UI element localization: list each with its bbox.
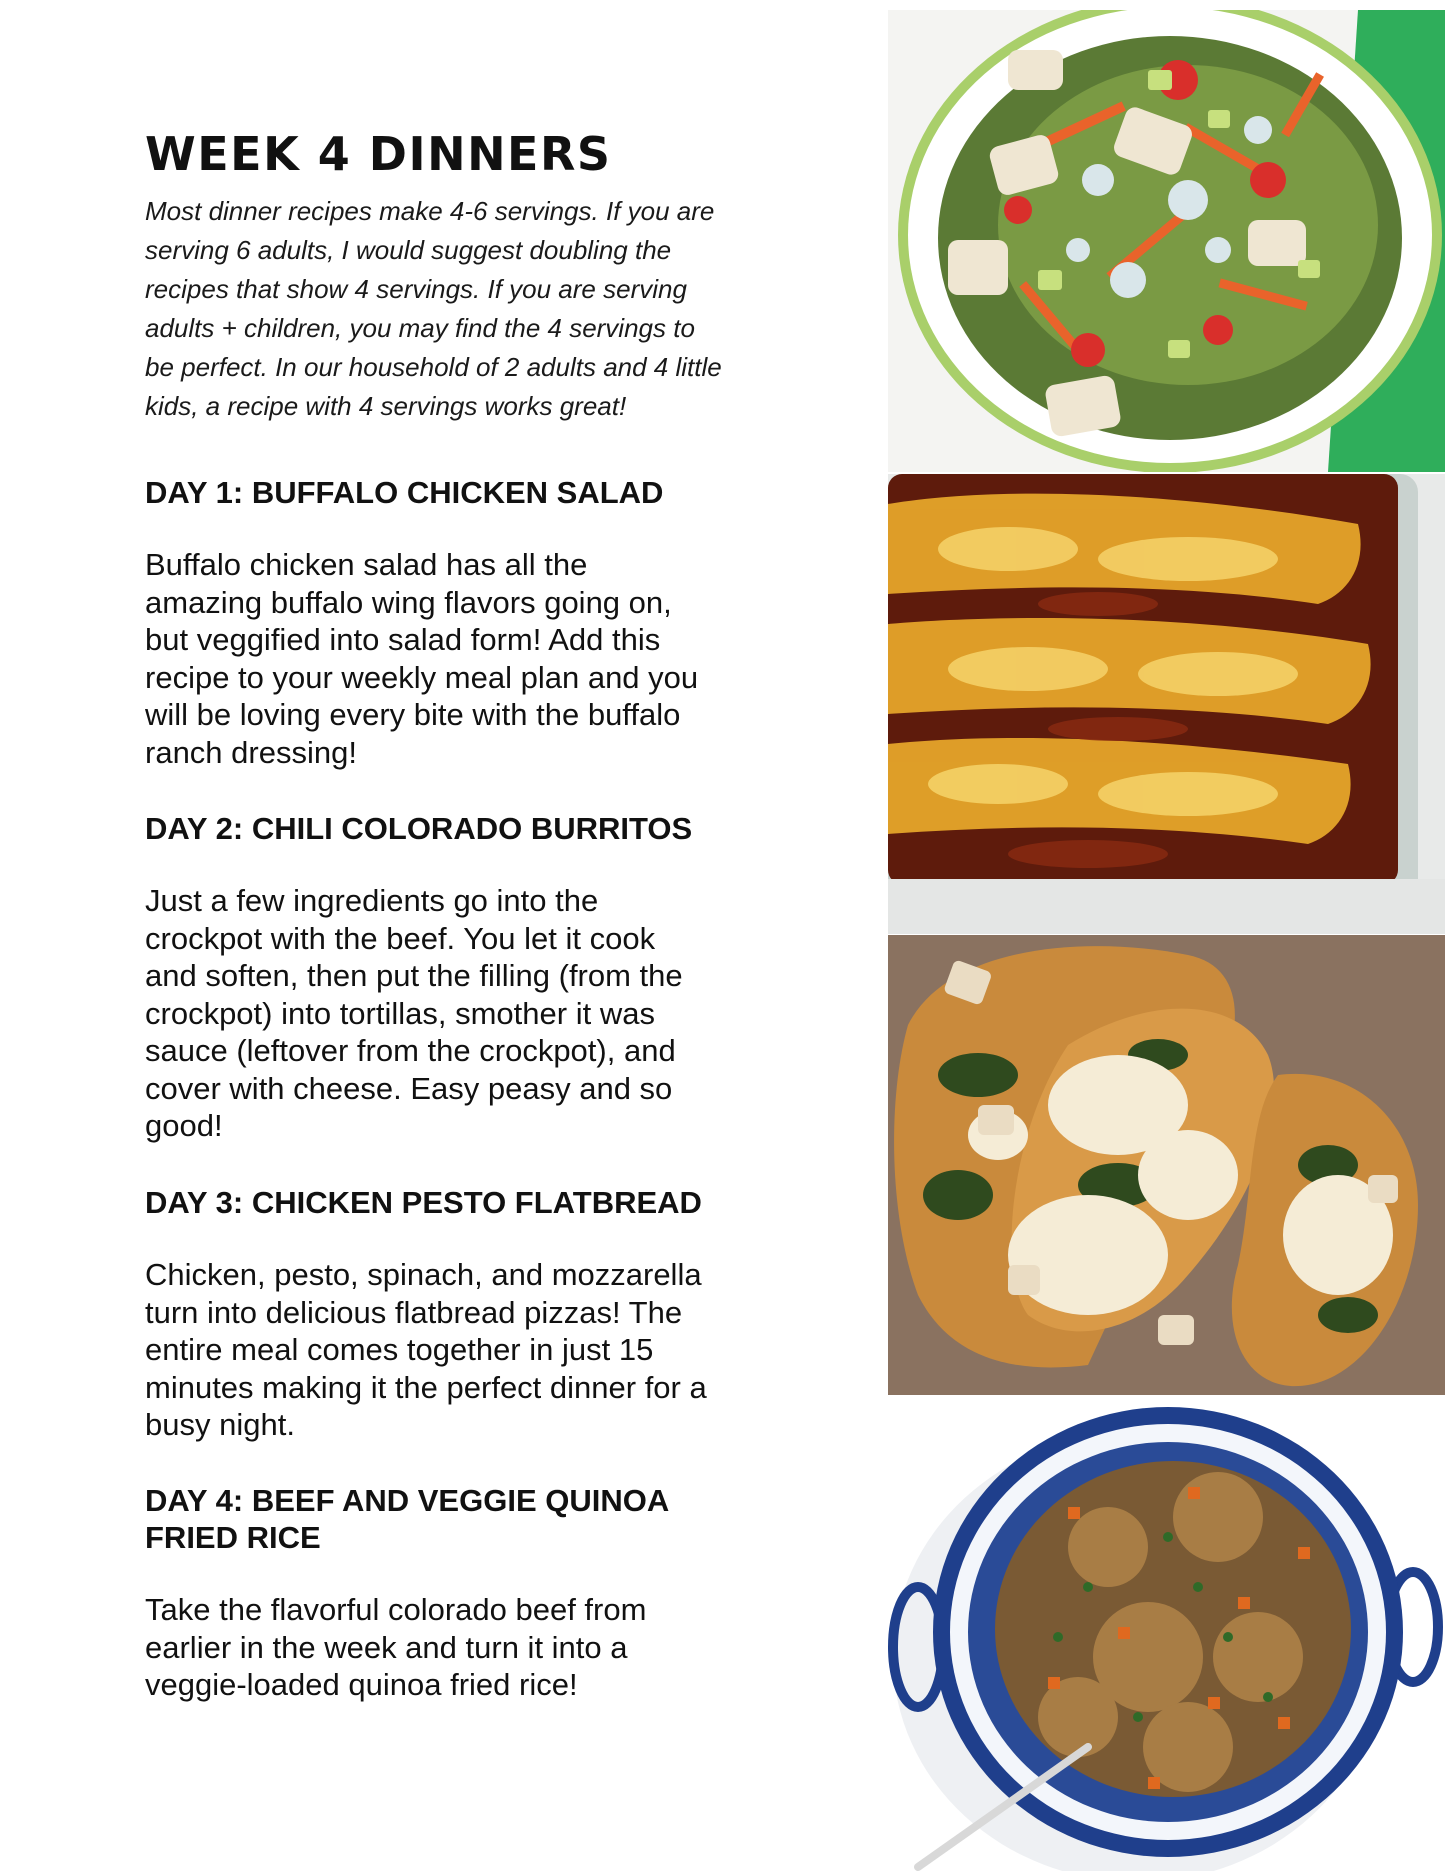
intro-paragraph: Most dinner recipes make 4-6 servings. If you are serving 6 adults, I would suggest doubling the recipes that show 4 servings. If you are serving adults + children, you may find the 4 servings to be perfect. In our household of 2 adults and 4 little kids, a recipe with 4 servings works great!: [145, 196, 722, 422]
day-3-section: [145, 1184, 725, 1444]
salad-photo: [888, 10, 1445, 472]
day-1-section: [145, 474, 715, 771]
day-2-description: Just a few ingredients go into the crockpot with the beef. You let it cook and soften, then put the filling (from the crockpot) into tortillas, smother it was sauce (leftover from the crockpot), and cover with cheese. Easy peasy and so good!: [145, 883, 683, 1143]
day-4-section: [145, 1482, 705, 1704]
burritos-photo: [888, 474, 1445, 934]
day-2-title: DAY 2: CHILI COLORADO BURRITOS: [145, 811, 693, 846]
day-4-description: Take the flavorful colorado beef from earlier in the week and turn it into a veggie-loaded quinoa fried rice!: [145, 1592, 647, 1702]
day-2-section: [145, 810, 725, 1145]
day-1-title: DAY 1: BUFFALO CHICKEN SALAD: [145, 475, 664, 510]
text-column: [145, 127, 745, 426]
page-title: WEEK 4 DINNERS: [145, 127, 612, 181]
quinoa-photo: [888, 1397, 1445, 1871]
day-1-description: Buffalo chicken salad has all the amazing buffalo wing flavors going on, but veggified into salad form! Add this recipe to your weekly meal plan and you will be loving every bite with the buffalo ranch dressing!: [145, 547, 699, 770]
day-4-title: DAY 4: BEEF AND VEGGIE QUINOA FRIED RICE: [145, 1483, 669, 1555]
day-3-description: Chicken, pesto, spinach, and mozzarella turn into delicious flatbread pizzas! The entire meal comes together in just 15 minutes making it the perfect dinner for a busy night.: [145, 1257, 707, 1442]
day-3-title: DAY 3: CHICKEN PESTO FLATBREAD: [145, 1185, 702, 1220]
flatbread-photo: [888, 935, 1445, 1395]
